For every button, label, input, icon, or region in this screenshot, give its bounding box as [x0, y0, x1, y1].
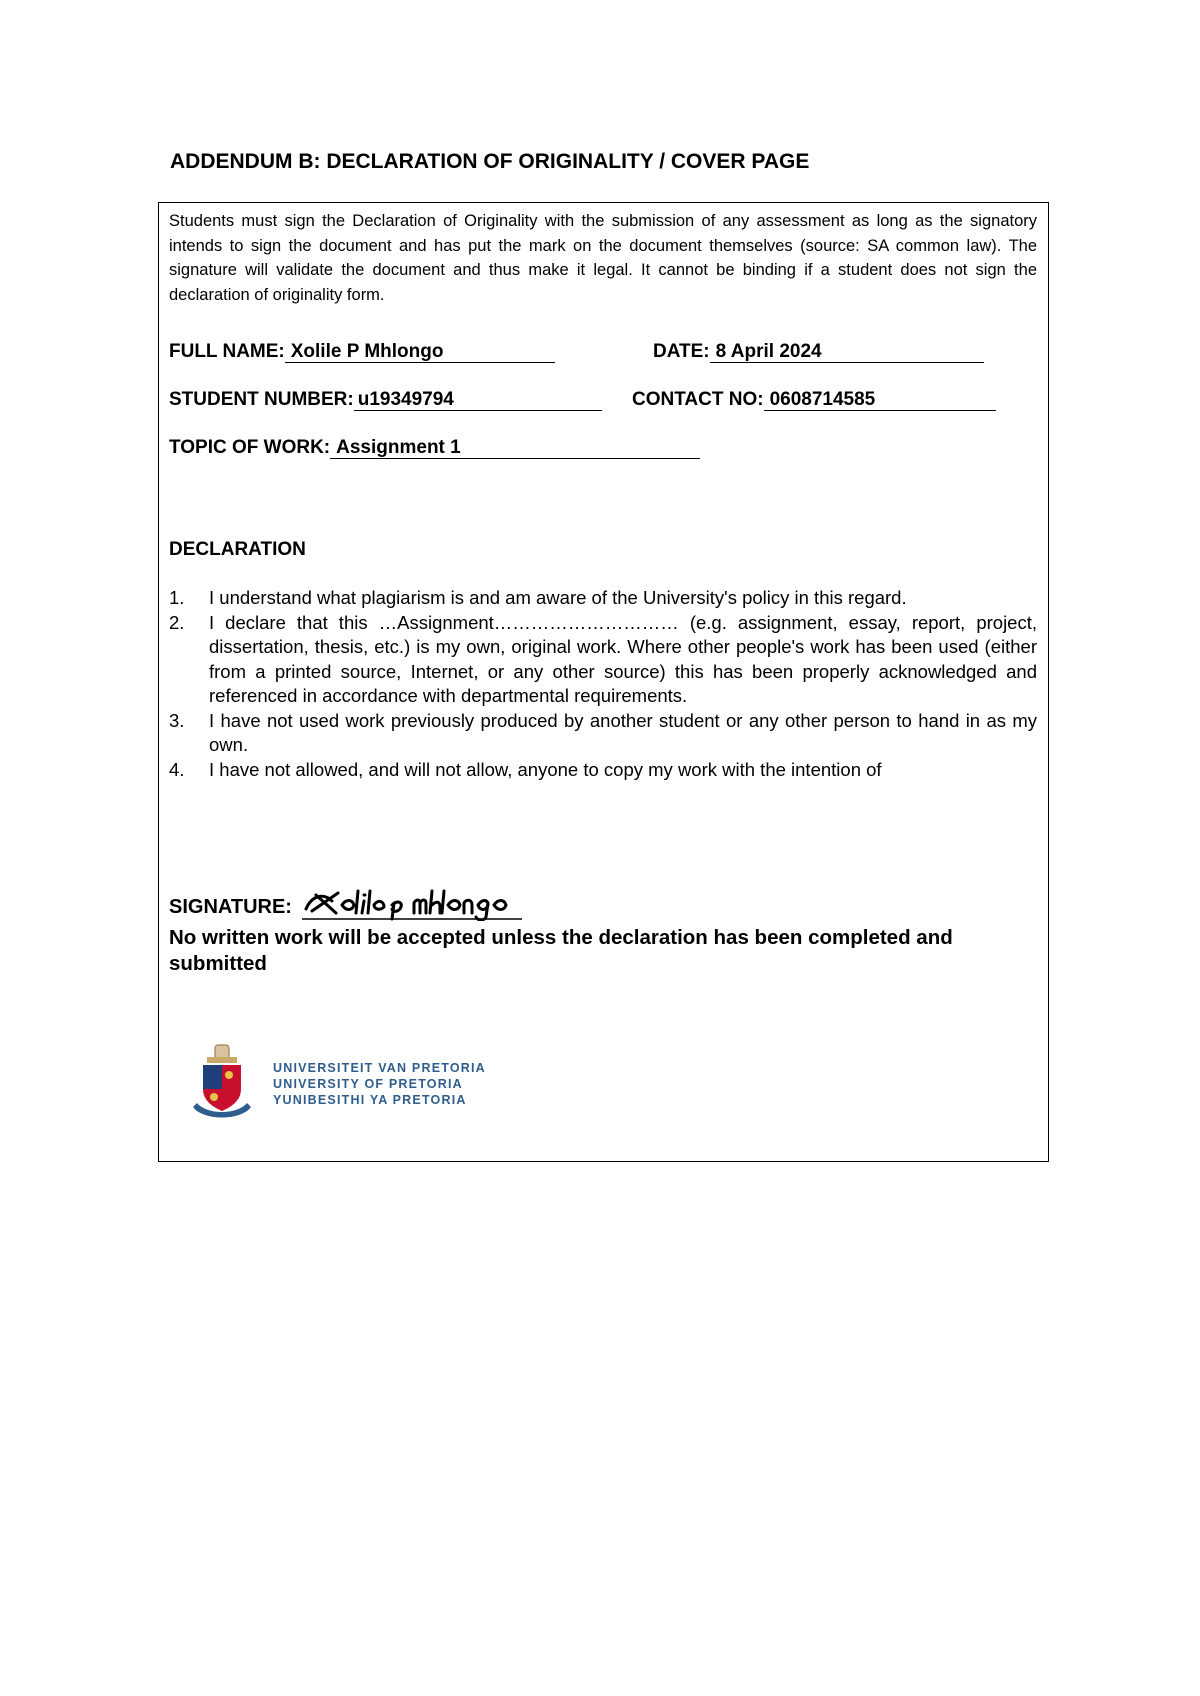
full-name-label: FULL NAME: — [169, 341, 285, 362]
date-value: 8 April 2024 — [710, 342, 984, 363]
declaration-item-text: I have not allowed, and will not allow, anyone to copy my work with the intention of — [209, 758, 882, 780]
student-number-row — [169, 389, 602, 411]
handwritten-signature — [302, 887, 522, 921]
university-logo — [191, 1043, 486, 1125]
logo-line-sepedi: YUNIBESITHI YA PRETORIA — [273, 1093, 467, 1107]
student-number-value: u19349794 — [354, 390, 602, 411]
topic-row — [169, 437, 700, 459]
declaration-title: DECLARATION — [169, 539, 306, 560]
declaration-item-number: 1. — [169, 587, 185, 608]
student-number-label: STUDENT NUMBER: — [169, 389, 354, 410]
date-row — [653, 341, 984, 363]
declaration-item-number: 3. — [169, 709, 185, 731]
declaration-item — [169, 586, 1037, 611]
topic-value: Assignment 1 — [330, 438, 700, 459]
page-heading: ADDENDUM B: DECLARATION OF ORIGINALITY / COVER PAGE — [170, 150, 810, 173]
declaration-item-text: I understand what plagiarism is and am aware of the University's policy in this regard. — [209, 587, 907, 608]
contact-row — [632, 389, 996, 411]
declaration-form — [158, 202, 1049, 1162]
contact-value: 0608714585 — [764, 390, 996, 411]
declaration-item-text: I declare that this …Assignment………………………… (e.g. assignment, essay, report, project, dissertation, thesis, etc.) is my own, original work. Where other people's work has been used (either from a printed source, Internet, or any other source) this has been properly acknowledged and referenced in accordance with departmental requirements. — [209, 611, 1037, 706]
logo-line-afrikaans: UNIVERSITEIT VAN PRETORIA — [273, 1061, 486, 1075]
logo-line-english: UNIVERSITY OF PRETORIA — [273, 1077, 463, 1091]
university-name-block — [273, 1060, 486, 1108]
declaration-item-number: 4. — [169, 758, 185, 780]
declaration-item-number: 2. — [169, 611, 185, 633]
declaration-item — [169, 611, 1037, 709]
intro-paragraph: Students must sign the Declaration of Originality with the submission of any assessment as long as the signatory intends to sign the document and has put the mark on the document themselves (source: SA common law). The signature will validate the document and thus make it legal. It cannot be binding if a student does not sign the declaration of originality form. — [169, 212, 1037, 304]
topic-label: TOPIC OF WORK: — [169, 437, 331, 458]
full-name-row — [169, 341, 555, 363]
signature-label: SIGNATURE: — [169, 896, 292, 918]
full-name-value: Xolile P Mhlongo — [285, 342, 555, 363]
signature-row — [169, 879, 522, 919]
university-crest-icon — [191, 1043, 253, 1125]
declaration-item — [169, 709, 1037, 758]
submission-notice: No written work will be accepted unless the declaration has been completed and submitted — [169, 926, 953, 975]
declaration-list — [169, 586, 1037, 782]
declaration-item — [169, 758, 1037, 783]
contact-label: CONTACT NO: — [632, 389, 764, 410]
date-label: DATE: — [653, 341, 710, 362]
declaration-item-text: I have not used work previously produced by another student or any other person to hand in as my own. — [209, 709, 1037, 755]
